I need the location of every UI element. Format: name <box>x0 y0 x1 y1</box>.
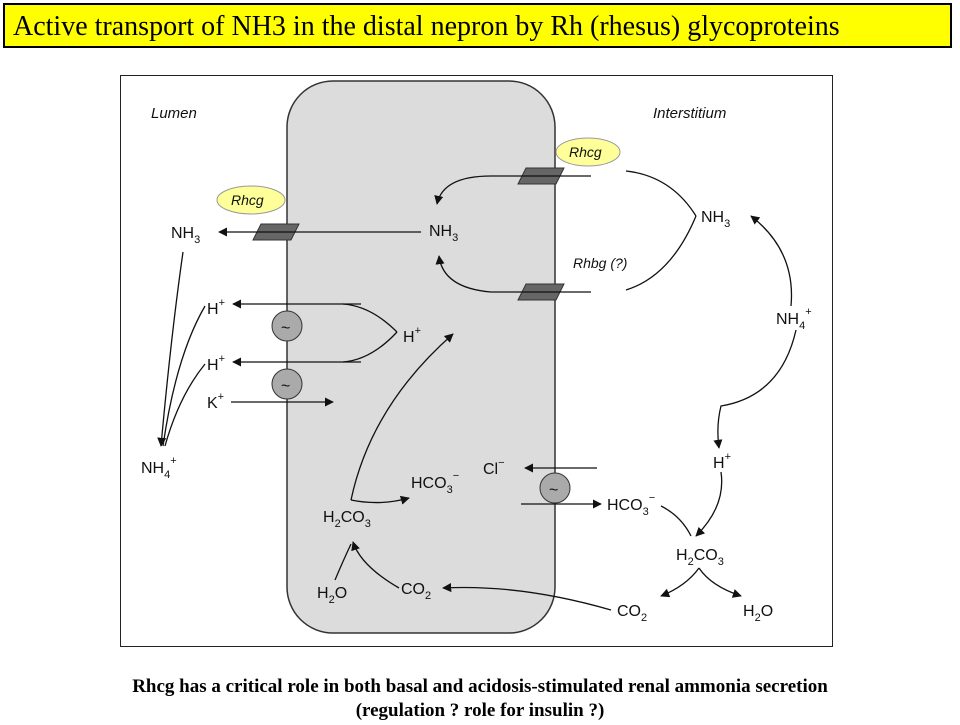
nh4-lumen-label: $NH_4^+$ <box>141 455 177 481</box>
interstitium-label: Interstitium <box>653 105 727 122</box>
co2-interstitium-label: $CO_2$ <box>617 603 648 624</box>
arrow-h2co3-to-h2o <box>699 568 741 596</box>
hco3-interstitium-label: $HCO_3^-$ <box>607 492 656 518</box>
title-bar <box>3 3 952 48</box>
nh3-lumen-label: $NH_3$ <box>171 225 201 246</box>
transport-diagram <box>121 76 834 648</box>
arrow-nh3-to-nh4-lumen <box>161 252 183 446</box>
diagram-panel <box>120 75 833 647</box>
h-lumen-2-label: H+ <box>207 353 225 374</box>
nh4-interstitium-label: $NH_4^+$ <box>776 306 812 332</box>
nh3-cell-label: $NH_3$ <box>429 223 459 244</box>
exchanger-2-symbol: ~ <box>281 378 291 395</box>
rhbg-label: Rhbg (?) <box>573 255 628 271</box>
h-cell-label: H+ <box>403 325 421 346</box>
h2o-cell-label: $H_2O$ <box>317 585 348 606</box>
arrow-h1-to-nh4-lumen <box>163 306 205 446</box>
caption-line-2: (regulation ? role for insulin ?) <box>355 700 605 721</box>
arrow-h2-to-nh4-lumen <box>165 364 205 446</box>
k-lumen-label: K+ <box>207 391 225 412</box>
arrow-h2co3-to-co2 <box>661 568 699 596</box>
rhcg-apical-label: Rhcg <box>231 192 264 208</box>
h2co3-cell-label: $H_2CO_3$ <box>323 509 371 530</box>
arrow-nh3-to-rhcg <box>626 171 696 216</box>
rhcg-basolateral-label: Rhcg <box>569 144 602 160</box>
slide-title: Active transport of NH3 in the distal nepron by Rh (rhesus) glycoproteins <box>13 11 840 42</box>
arrow-nh4-to-nh3 <box>751 216 792 306</box>
arrow-h-to-h2co3 <box>696 472 722 536</box>
lumen-label: Lumen <box>151 105 197 122</box>
exchanger-3-symbol: ~ <box>549 482 559 499</box>
co2-cell-label: $CO_2$ <box>401 581 432 602</box>
arrow-nh3-to-rhbg <box>626 216 696 290</box>
caption-line-1: Rhcg has a critical role in both basal and acidosis-stimulated renal ammonia secretion <box>132 676 828 697</box>
arrow-nh4-to-h <box>718 330 796 448</box>
nh3-interstitium-label: $NH_3$ <box>701 209 731 230</box>
hco3-cell-label: $HCO_3^-$ <box>411 470 460 496</box>
exchanger-1-symbol: ~ <box>281 320 291 337</box>
cell-body <box>287 81 555 633</box>
arrow-hco3-to-h2co3 <box>661 506 691 536</box>
h2o-interstitium-label: $H_2O$ <box>743 603 774 624</box>
cl-label: Cl− <box>483 457 505 478</box>
h2co3-interstitium-label: $H_2CO_3$ <box>676 547 724 568</box>
h-interstitium-label: H+ <box>713 451 731 472</box>
h-lumen-1-label: H+ <box>207 297 225 318</box>
